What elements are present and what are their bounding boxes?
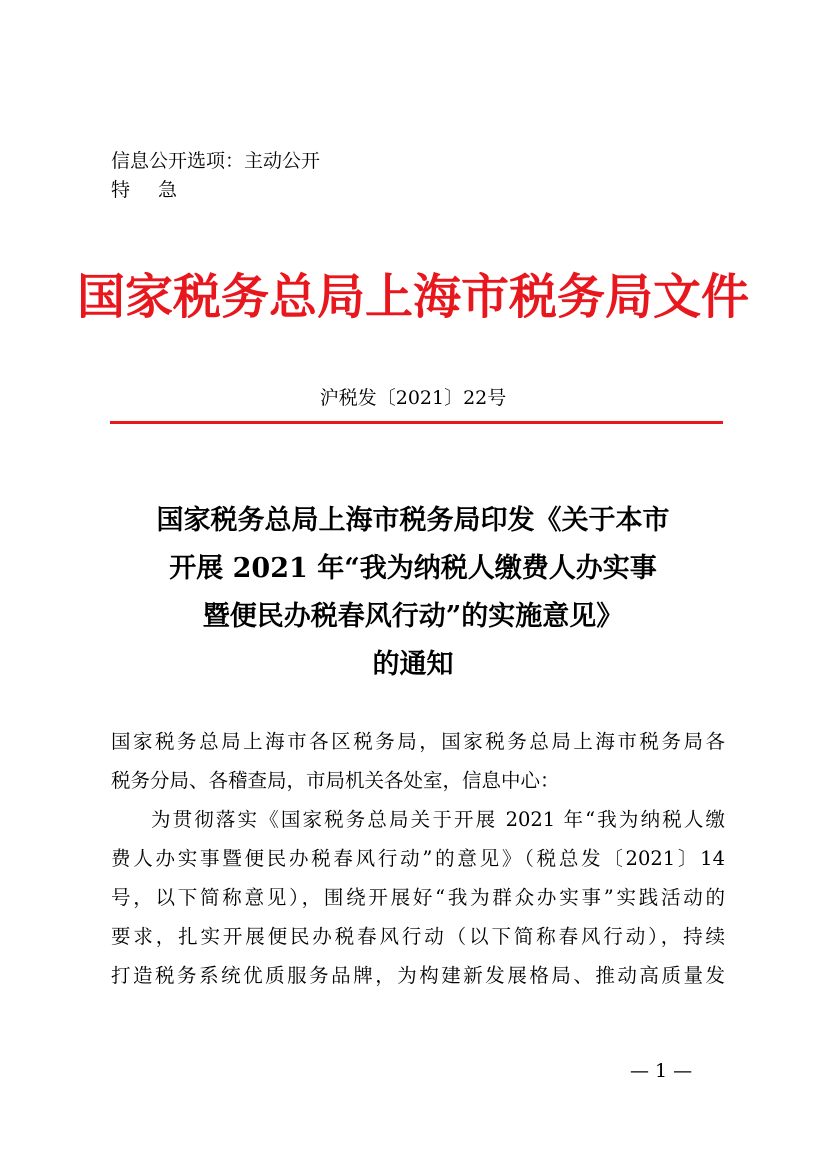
addressee-line: 税务分局、各稽查局，市局机关各处室，信息中心： [111,769,560,792]
paragraph-line: 为贯彻落实《国家税务总局关于开展 2021 年“我为纳税人缴 [151,808,725,831]
paragraph-line: 要求，扎实开展便民办税春风行动（以下简称春风行动），持续 [111,925,725,948]
page-number: — 1 — [630,1060,693,1082]
urgency-level [111,177,177,203]
title-line: 的通知 [372,649,454,680]
paragraph-line: 打造税务系统优质服务品牌，为构建新发展格局、推动高质量发 [111,964,725,987]
title-line: 国家税务总局上海市税务局印发《关于本市 [156,505,670,536]
addressee-line: 国家税务总局上海市各区税务局，国家税务总局上海市税务局各 [111,730,725,753]
disclosure-option: 信息公开选项：主动公开 [111,150,321,172]
title-line: 暨便民办税春风行动”的实施意见》 [202,601,624,632]
paragraph-line: 号，以下简称意见），围绕开展好“我为群众办实事”实践活动的 [111,886,725,909]
document-body [111,722,725,995]
paragraph-line: 费人办实事暨便民办税春风行动”的意见》（税总发〔2021〕14 [111,847,725,870]
urgency-char: 急 [158,179,178,201]
document-number: 沪税发〔2021〕22号 [319,387,507,409]
urgency-char: 特 [111,179,131,201]
red-divider [110,421,723,424]
title-line: 开展 2021 年“我为纳税人缴费人办实事 [169,553,657,584]
issuer-header: 国家税务总局上海市税务局文件 [76,269,749,325]
document-title [0,497,826,689]
